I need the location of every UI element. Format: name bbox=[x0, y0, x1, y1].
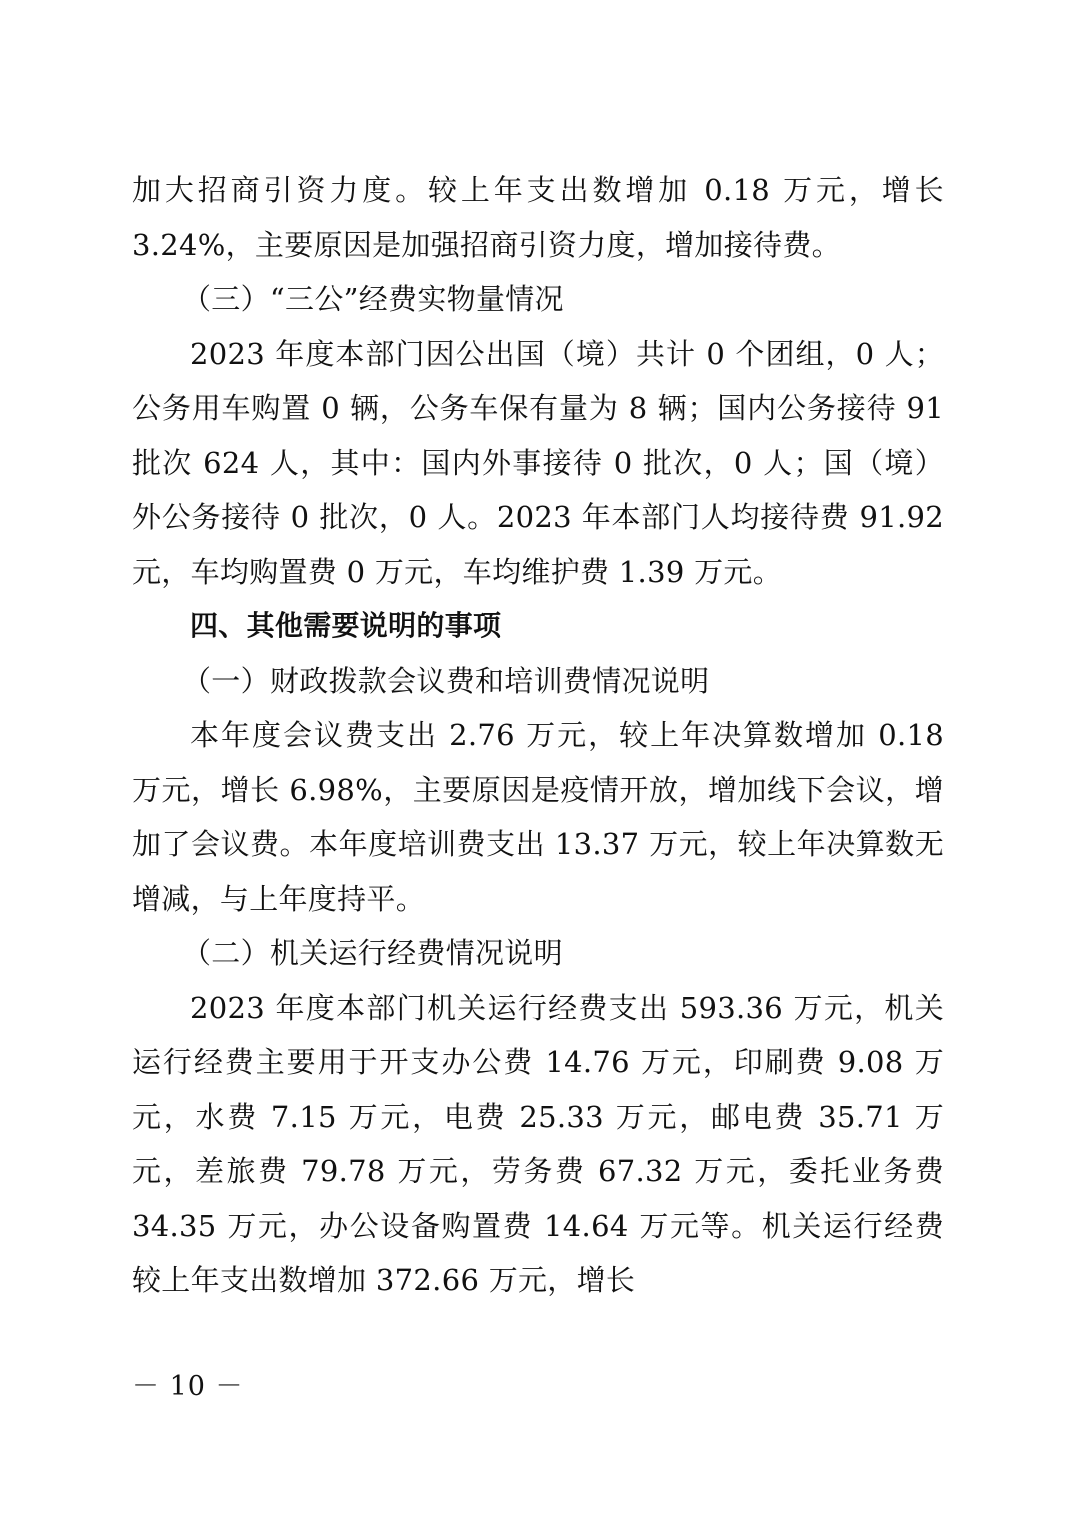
subheading-three-public-physical: （三）“三公”经费实物量情况 bbox=[182, 282, 564, 316]
paragraph-operating-expenses: 2023 年度本部门机关运行经费支出 593.36 万元，机关运行经费主要用于开支办公费 14.76 万元，印刷费 9.08 万元，水费 7.15 万元，电费 25.33 万元，邮电费 35.71 万元，差旅费 79.78 万元，劳务费 67.32 万元，委托业务费 34.35 万元，办公设备购置费 14.64 万元等。机关运行经费较上年支出数增加 372.66 万元，增长 bbox=[132, 990, 944, 1297]
paragraph-meeting-training: 本年度会议费支出 2.76 万元，较上年决算数增加 0.18 万元，增长 6.98%，主要原因是疫情开放，增加线下会议，增加了会议费。本年度培训费支出 13.37 万元，较上年决算数无增减，与上年度持平。 bbox=[132, 718, 944, 916]
paragraph-continuation: 加大招商引资力度。较上年支出数增加 0.18 万元，增长 3.24%，主要原因是加强招商引资力度，增加接待费。 bbox=[132, 173, 944, 262]
subheading-meeting-training: （一）财政拨款会议费和培训费情况说明 bbox=[182, 663, 710, 698]
page-number: － 10 － bbox=[132, 1371, 244, 1402]
paragraph-physical-quantity: 2023 年度本部门因公出国（境）共计 0 个团组，0 人；公务用车购置 0 辆，公务车保有量为 8 辆；国内公务接待 91 批次 624 人，其中：国内外事接待 0 批次，0 人；国（境）外公务接待 0 批次，0 人。2023 年本部门人均接待费 91.92 元，车均购置费 0 万元，车均维护费 1.39 万元。 bbox=[132, 336, 944, 589]
subheading-operating-expenses: （二）机关运行经费情况说明 bbox=[182, 936, 563, 970]
document-body bbox=[132, 163, 944, 1308]
section-heading-other-matters: 四、其他需要说明的事项 bbox=[190, 609, 502, 642]
